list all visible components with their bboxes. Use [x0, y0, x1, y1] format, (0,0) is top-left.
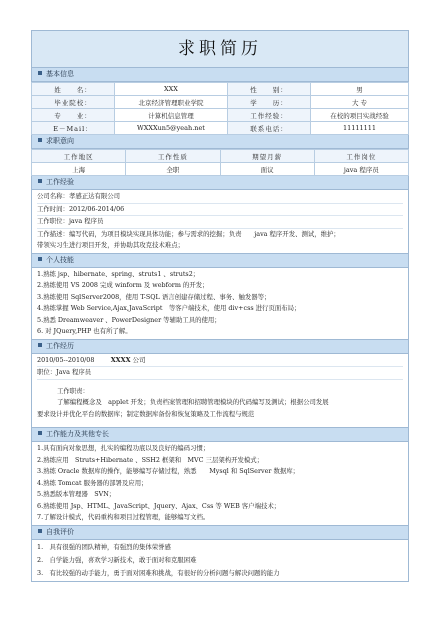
history-company-suffix: 公司 — [130, 355, 146, 364]
list-item: 2.熟练使用 VS 2008 完成 winform 及 webform 的开发； — [37, 281, 209, 289]
work-experience-body — [31, 190, 409, 254]
field-value: 大 专 — [310, 96, 408, 109]
skills-body — [31, 268, 409, 340]
section-skills — [31, 254, 409, 268]
table-row — [32, 163, 409, 176]
list-item: 5.熟悉 Dreamweaver 、PowerDesigner 等辅助工具的使用； — [37, 315, 221, 324]
column-header: 工作地区 — [32, 150, 126, 163]
section-work-history — [31, 340, 409, 354]
list-item: 3.熟练 Oracle 数据库的操作，能够编写存储过程，熟悉 Mysql 和 SqlServer 数据库； — [37, 467, 300, 475]
job-intent-table — [31, 149, 409, 176]
field-value: XXX — [114, 83, 227, 96]
table-cell: java 程序员 — [314, 163, 408, 176]
field-label: 毕业院校： — [32, 96, 115, 109]
field-label: E－Mail： — [32, 122, 115, 135]
company-name: 公司名称：孝感正达有限公司 — [37, 191, 403, 204]
history-position: 职位：Java 程序员 — [37, 367, 403, 380]
table-cell: 全职 — [126, 163, 220, 176]
section-basic-info — [31, 68, 409, 82]
section-work-experience — [31, 176, 409, 190]
field-label: 性 别： — [228, 83, 311, 96]
list-item: 6.熟练使用 Jsp、HTML、JavaScript、Jquery、Ajax、Css 等 WEB 客户端技术； — [37, 501, 281, 510]
section-job-intent — [31, 135, 409, 149]
duty-description-continued: 要求设计并优化平台的数据库；制定数据库备份和恢复策略及工作流程与规范 — [37, 409, 255, 418]
duty-description: 了解编程概念及 applet 开发；负责档案管理和招聘管理模块的代码编写及测试；根据公司发展 — [57, 398, 329, 406]
bullet-icon — [38, 431, 42, 435]
field-label: 专 业： — [32, 109, 115, 122]
work-description-continued: 带领实习生进行项目开发，并协助其攻克技术难点； — [37, 241, 184, 249]
list-item: 2.熟练应用 Struts+Hibernate 、SSH2 框架和 MVC 三层架构开发模式； — [37, 455, 264, 464]
list-item: 6. 对 JQuery,PHP 也有所了解。 — [37, 327, 132, 335]
table-cell: 面议 — [220, 163, 314, 176]
field-label: 联系电话： — [228, 122, 311, 135]
bullet-icon — [38, 529, 42, 533]
work-position: 工作职位：java 程序员 — [37, 216, 403, 229]
field-label: 学 历： — [228, 96, 311, 109]
section-heading: 基本信息 — [46, 70, 74, 78]
section-heading: 自我评价 — [46, 527, 74, 536]
column-header: 工作岗位 — [314, 150, 408, 163]
resume-sheet — [31, 30, 409, 582]
table-cell: 上海 — [32, 163, 126, 176]
field-value: 北京经济管理职业学院 — [114, 96, 227, 109]
duty-label: 工作职责： — [57, 386, 89, 395]
self-evaluation-body — [31, 540, 409, 582]
history-period: 2010/05--2010/08 — [37, 355, 95, 364]
field-label: 姓 名： — [32, 83, 115, 96]
bullet-icon — [38, 71, 42, 75]
list-item: 3. 有比较强的动手能力，勇于面对困难和挑战，有很好的分析问题与解决问题的能力 — [37, 568, 280, 577]
section-self-evaluation — [31, 526, 409, 540]
field-value: 男 — [310, 83, 408, 96]
bullet-icon — [38, 343, 42, 347]
table-row — [32, 83, 409, 96]
page-title: 求职简历 — [31, 30, 409, 68]
section-heading: 工作经历 — [46, 341, 74, 350]
field-value: 在校的项目实战经验 — [310, 109, 408, 122]
list-item: 3.熟练使用 SqlServer2008，使用 T-SQL 语言创建存储过程、事务、触发器等； — [37, 292, 271, 301]
history-period-line — [37, 355, 403, 368]
column-header: 期望月薪 — [220, 150, 314, 163]
field-value: WXXXun5@yeah.net — [114, 122, 227, 135]
table-row — [32, 122, 409, 135]
bullet-icon — [38, 257, 42, 261]
section-heading: 个人技能 — [46, 255, 74, 264]
table-header-row — [32, 150, 409, 163]
list-item: 1. 具有很强的团队精神，有强烈的集体荣誉感 — [37, 542, 171, 551]
table-row — [32, 96, 409, 109]
bullet-icon — [38, 179, 42, 183]
work-history-body — [31, 354, 409, 429]
list-item: 2. 自学能力强，喜欢学习新技术，敢于面对和克服困难 — [37, 555, 197, 564]
abilities-body — [31, 442, 409, 526]
section-abilities — [31, 428, 409, 442]
field-value: 计算机信息管理 — [114, 109, 227, 122]
history-company: XXXX — [110, 355, 131, 364]
list-item: 7.了解设计模式，代码重构和项目过程管理，能够编写文档。 — [37, 513, 210, 521]
work-period: 工作时间：2012/06-2014/06 — [37, 204, 403, 217]
basic-info-table — [31, 82, 409, 135]
section-heading: 工作能力及其他专长 — [46, 430, 109, 438]
list-item: 1.熟练 jsp、hibernate、spring、struts1 、struts2； — [37, 269, 200, 278]
column-header: 工作性质 — [126, 150, 220, 163]
list-item: 4.熟练掌握 Web Service,Ajax,JavaScript 等客户端技术，使用 div+css 进行页面布局； — [37, 304, 301, 312]
section-heading: 工作经验 — [46, 178, 74, 186]
list-item: 5.熟悉版本管理器 SVN； — [37, 490, 116, 498]
table-row — [32, 109, 409, 122]
field-value: 11111111 — [310, 122, 408, 135]
bullet-icon — [38, 138, 42, 142]
field-label: 工作经验： — [228, 109, 311, 122]
list-item: 1.具有面向对象思想，扎实的编程功底以及良好的编码习惯； — [37, 444, 210, 452]
list-item: 4.熟练 Tomcat 服务器的部署及应用； — [37, 478, 148, 487]
section-heading: 求职意向 — [46, 137, 74, 145]
work-description: 工作描述：编写代码，为项目模块实现具体功能；参与需求的挖掘；负责 java 程序开发、测试，维护； — [37, 229, 340, 238]
